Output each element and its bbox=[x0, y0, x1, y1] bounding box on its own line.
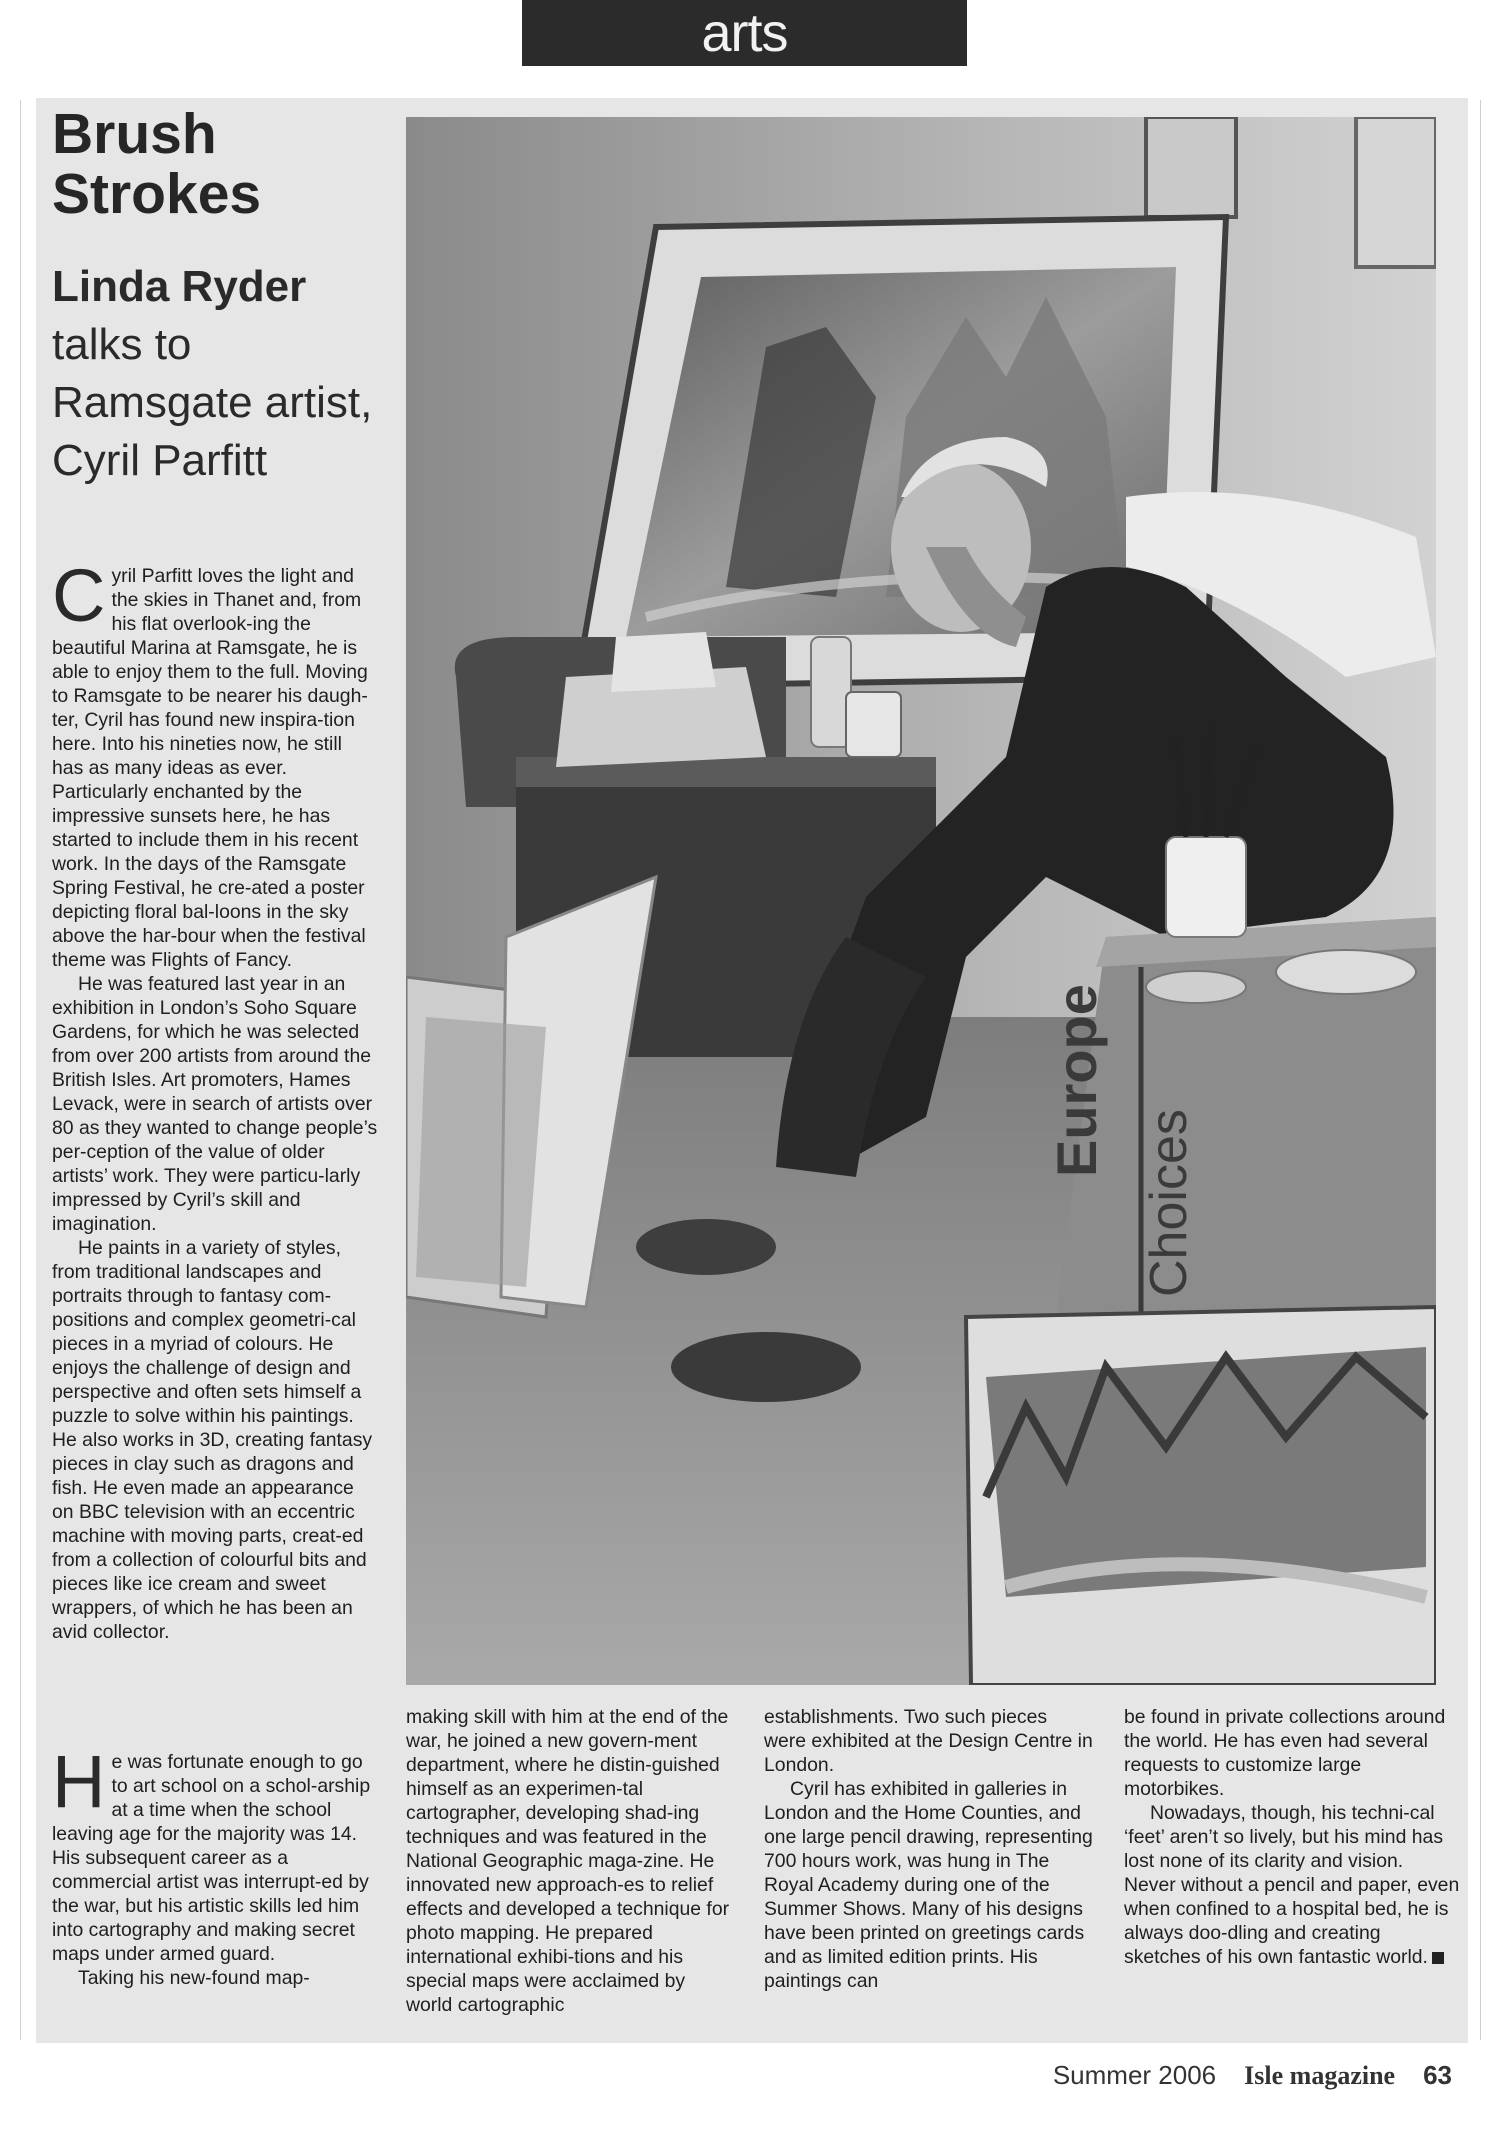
section-label: arts bbox=[701, 3, 788, 63]
body-paragraph: be found in private collections around the world. He has even had several requests to customize large motorbikes. bbox=[1124, 1706, 1446, 1800]
body-paragraph: He paints in a variety of styles, from traditional landscapes and portraits through to fantasy com-positions and complex geometri-cal pieces in a myriad of colours. He enjoys the challenge of design and perspective and often sets himself a puzzle to solve within his paintings. He also works in 3D, creating fantasy pieces in clay such as dragons and fish. He even made an appearance on BBC television with an eccentric machine with moving parts, creat-ed from a collection of colourful bits and pieces like ice cream and sweet wrappers, of which he has been an avid collector. bbox=[52, 1237, 373, 1643]
end-of-article-mark bbox=[1432, 1952, 1444, 1964]
issue-date: Summer 2006 bbox=[1052, 2060, 1217, 2090]
body-paragraph: Cyril has exhibited in galleries in London and the Home Counties, and one large pencil drawing, representing 700 hours work, was hung in The Royal Academy during one of the Summer Shows. Many of his designs have been printed on greetings cards and as limited edition prints. His paintings can bbox=[764, 1778, 1093, 1992]
body-column-1b bbox=[52, 1740, 378, 1990]
body-paragraph: Nowadays, though, his techni-cal ‘feet’ aren’t so lively, but his mind has lost none of its clarity and vision. Never without a pencil and paper, even when confined to a hospital bed, he is always doo-dling and creating sketches of his own fantastic world. bbox=[1124, 1802, 1460, 1968]
page-footer bbox=[1053, 2060, 1452, 2091]
body-column-1a bbox=[52, 554, 378, 1644]
standfirst: talks to Ramsgate artist, Cyril Parfitt bbox=[52, 320, 373, 485]
body-paragraph: making skill with him at the end of the war, he joined a new govern-ment department, where he distin-guished himself as an experimen-tal cartographer, developing shad-ing techniques and was featured in the National Geographic maga-zine. He innovated new approach-es to relief effects and developed a technique for photo mapping. He prepared international exhibi-tions and his special maps were acclaimed by world cartographic bbox=[406, 1706, 730, 2016]
body-column-3 bbox=[764, 1705, 1094, 1993]
body-paragraph: establishments. Two such pieces were exhibited at the Design Centre in London. bbox=[764, 1706, 1093, 1776]
box-text-top: Europe bbox=[1045, 984, 1108, 1177]
author-name: Linda Ryder bbox=[52, 262, 307, 311]
body-paragraph: e was fortunate enough to go to art school on a schol-arship at a time when the school leaving age for the majority was 14. His subsequent career as a commercial artist was interrupt-ed by the war, but his artistic skills led him into cartography and making secret maps under armed guard. bbox=[52, 1751, 371, 1965]
byline bbox=[52, 258, 392, 490]
body-paragraph: Taking his new-found map- bbox=[78, 1967, 310, 1989]
section-tab bbox=[522, 0, 967, 66]
page-number: 63 bbox=[1423, 2060, 1452, 2090]
box-text-bottom: Choices bbox=[1140, 1109, 1198, 1297]
drop-cap: C bbox=[52, 554, 106, 637]
body-paragraph: He was featured last year in an exhibition in London’s Soho Square Gardens, for which he was selected from over 200 artists from around the British Isles. Art promoters, Hames Levack, were in search of artists over 80 as they wanted to change people’s per-ception of the value of older artists’ work. They were particu-larly impressed by Cyril’s skill and imagination. bbox=[52, 973, 378, 1235]
article-headline: Brush Strokes bbox=[52, 102, 262, 226]
body-column-4 bbox=[1124, 1705, 1460, 1969]
body-paragraph: yril Parfitt loves the light and the skies in Thanet and, from his flat overlook-ing the beautiful Marina at Ramsgate, he is able to enjoy them to the full. Moving to Ramsgate to be nearer his daugh-ter, Cyril has found new inspira-tion here. Into his nineties now, he still has as many ideas as ever. Particularly enchanted by the impressive sunsets here, he has started to include them in his recent work. In the days of the Ramsgate Spring Festival, he cre-ated a poster depicting floral bal-loons in the sky above the har-bour when the festival theme was Flights of Fancy. bbox=[52, 565, 368, 971]
page-edge-left bbox=[20, 100, 21, 2040]
magazine-name: Isle magazine bbox=[1244, 2061, 1396, 2090]
drop-cap: H bbox=[52, 1740, 106, 1823]
page-edge-right bbox=[1480, 100, 1481, 2040]
body-column-2 bbox=[406, 1705, 736, 2017]
artist-photo bbox=[406, 117, 1436, 1685]
